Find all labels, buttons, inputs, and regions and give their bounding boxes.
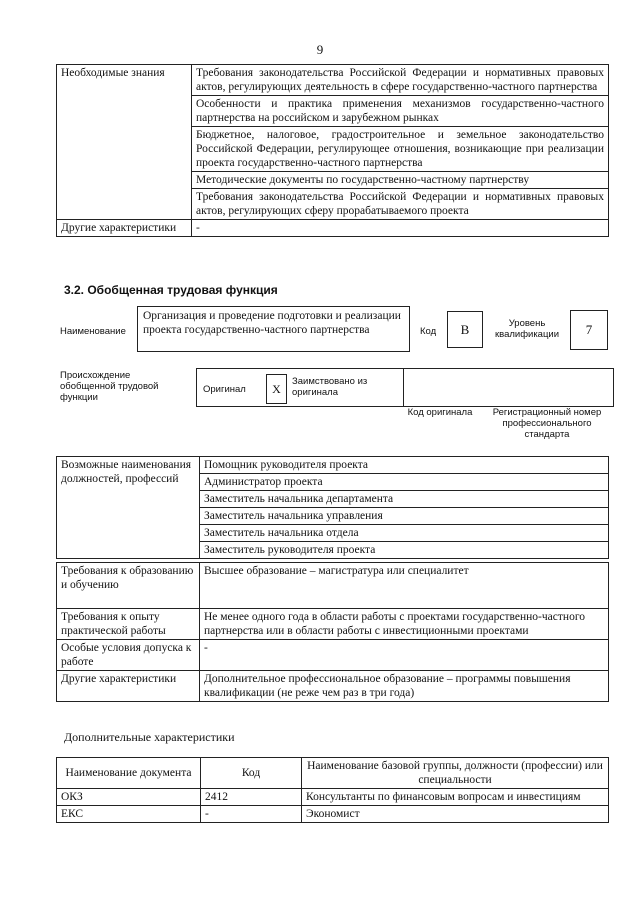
knowledge-item: Бюджетное, налоговое, градостроительное и земельное законодательство Российской Федерации, регулирующее отношения, возникающие при реализации проекта государственно-частного партнерства [192, 127, 609, 172]
header-document: Наименование документа [57, 758, 201, 789]
additional-table [56, 757, 609, 823]
requirement-label: Другие характеристики [57, 671, 200, 702]
requirement-value: - [200, 640, 609, 671]
knowledge-item: Методические документы по государственно-частному партнерству [192, 172, 609, 189]
requirement-value: Высшее образование – магистратура или специалитет [200, 563, 609, 609]
requirement-label: Требования к образованию и обучению [57, 563, 200, 609]
knowledge-item: Особенности и практика применения механизмов государственно-частного партнерства на российском и зарубежном рынках [192, 96, 609, 127]
function-name: Организация и проведение подготовки и реализации проекта государственно-частного партнерства [137, 306, 410, 352]
knowledge-table [56, 64, 609, 237]
page-number: 9 [316, 42, 324, 57]
origin-code-caption: Код оригинала [407, 407, 473, 418]
origin-box [196, 368, 614, 407]
table-cell: ЕКС [57, 806, 201, 823]
requirements-table [56, 562, 609, 702]
level-value: 7 [570, 310, 608, 350]
original-label: Оригинал [203, 384, 246, 395]
table-cell: Экономист [302, 806, 609, 823]
position-item: Заместитель начальника отдела [200, 525, 609, 542]
position-item: Заместитель руководителя проекта [200, 542, 609, 559]
name-label: Наименование [60, 326, 126, 337]
knowledge-item: Требования законодательства Российской Федерации и нормативных правовых актов, регулирующих деятельность в сфере государственно-частного партнерства [192, 65, 609, 96]
code-value: B [447, 311, 483, 348]
level-label: Уровень квалификации [494, 318, 560, 340]
positions-table [56, 456, 609, 559]
position-item: Заместитель начальника департамента [200, 491, 609, 508]
reg-number-caption: Регистрационный номер профессионального стандарта [492, 407, 602, 440]
borrowed-label: Заимствовано из оригинала [292, 376, 368, 398]
positions-label: Возможные наименования должностей, профессий [57, 457, 200, 559]
other-characteristics-label: Другие характеристики [57, 220, 192, 237]
knowledge-item: Требования законодательства Российской Федерации и нормативных правовых актов, регулирующих сферу прорабатываемого проекта [192, 189, 609, 220]
table-cell: - [201, 806, 302, 823]
requirement-label: Особые условия допуска к работе [57, 640, 200, 671]
table-cell: Консультанты по финансовым вопросам и инвестициям [302, 789, 609, 806]
code-label: Код [420, 326, 437, 337]
section-title: 3.2. Обобщенная трудовая функция [64, 283, 278, 297]
knowledge-label: Необходимые знания [57, 65, 192, 220]
header-group: Наименование базовой группы, должности (профессии) или специальности [302, 758, 609, 789]
position-item: Заместитель начальника управления [200, 508, 609, 525]
table-cell: ОКЗ [57, 789, 201, 806]
requirement-label: Требования к опыту практической работы [57, 609, 200, 640]
position-item: Администратор проекта [200, 474, 609, 491]
origin-divider [403, 368, 404, 407]
requirement-value: Не менее одного года в области работы с проектами государственно-частного партнерства или в области работы с инвестиционными проектами [200, 609, 609, 640]
table-cell: 2412 [201, 789, 302, 806]
additional-title: Дополнительные характеристики [64, 730, 235, 744]
requirement-value: Дополнительное профессиональное образование – программы повышения квалификации (не реже чем раз в три года) [200, 671, 609, 702]
original-mark: X [266, 374, 287, 404]
header-code: Код [201, 758, 302, 789]
other-characteristics-value: - [192, 220, 609, 237]
position-item: Помощник руководителя проекта [200, 457, 609, 474]
origin-label: Происхождение обобщенной трудовой функции [60, 370, 159, 403]
